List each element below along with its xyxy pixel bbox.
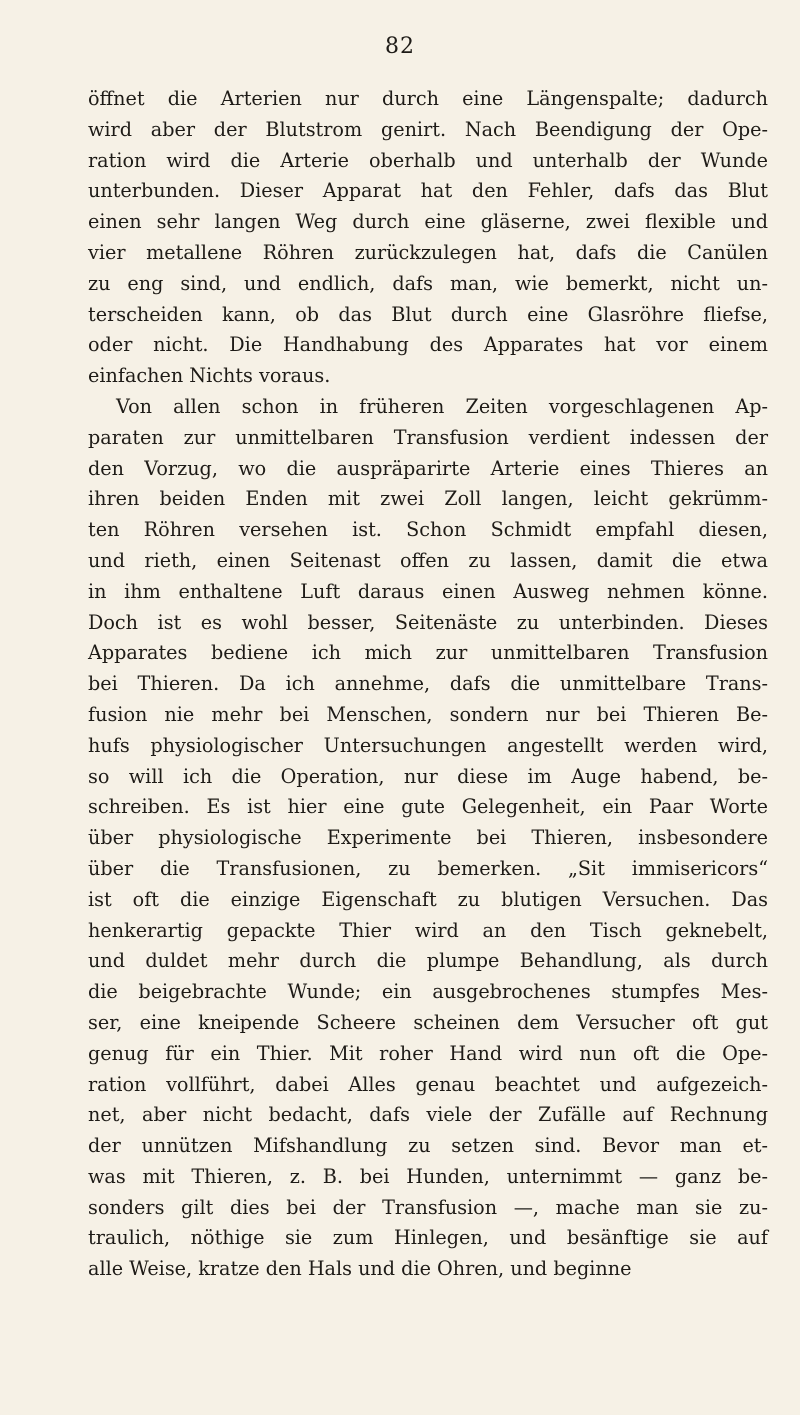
paragraph-2 [88, 392, 768, 1285]
text-line: sonders gilt dies bei der Transfusion —, mache man sie zu- [88, 1195, 768, 1219]
text-line: Doch ist es wohl besser, Seitenäste zu unterbinden. Dieses [88, 610, 768, 634]
text-line: ration vollführt, dabei Alles genau beachtet und aufgezeich- [88, 1072, 768, 1096]
text-line: den Vorzug, wo die auspräparirte Arterie eines Thieres an [88, 456, 768, 480]
text-line: fusion nie mehr bei Menschen, sondern nur bei Thieren Be- [88, 702, 768, 726]
text-line: und duldet mehr durch die plumpe Behandlung, als durch [88, 949, 768, 973]
text-line: oder nicht. Die Handhabung des Apparates hat vor einem [88, 333, 768, 357]
text-line: unterbunden. Dieser Apparat hat den Fehler, dafs das Blut [88, 179, 768, 203]
text-line: einfachen Nichts voraus. [88, 364, 331, 388]
text-line: was mit Thieren, z. B. bei Hunden, unternimmt — ganz be- [88, 1164, 768, 1188]
text-line: ten Röhren versehen ist. Schon Schmidt empfahl diesen, [88, 518, 768, 542]
text-line: und rieth, einen Seitenast offen zu lassen, damit die etwa [88, 548, 768, 572]
text-line: wird aber der Blutstrom genirt. Nach Beendigung der Ope- [88, 117, 768, 141]
text-line: ihren beiden Enden mit zwei Zoll langen, leicht gekrümm- [88, 487, 768, 511]
text-line: genug für ein Thier. Mit roher Hand wird nun oft die Ope- [88, 1041, 768, 1065]
body-text [88, 84, 768, 1285]
text-line: zu eng sind, und endlich, dafs man, wie bemerkt, nicht un- [88, 271, 768, 295]
text-line: öffnet die Arterien nur durch eine Längenspalte; dadurch [88, 87, 768, 110]
text-line: der unnützen Mifshandlung zu setzen sind. Bevor man et- [88, 1134, 768, 1158]
text-line: in ihm enthaltene Luft daraus einen Ausweg nehmen könne. [88, 579, 768, 603]
text-line: net, aber nicht bedacht, dafs viele der Zufälle auf Rechnung [88, 1103, 768, 1127]
text-line: so will ich die Operation, nur diese im Auge habend, be- [88, 764, 768, 788]
text-line: ser, eine kneipende Scheere scheinen dem Versucher oft gut [88, 1010, 768, 1034]
text-line: über physiologische Experimente bei Thieren, insbesondere [88, 826, 768, 850]
text-line: henkerartig gepackte Thier wird an den Tisch geknebelt, [88, 918, 768, 942]
text-line: schreiben. Es ist hier eine gute Gelegenheit, ein Paar Worte [88, 795, 768, 819]
text-line: terscheiden kann, ob das Blut durch eine Glasröhre fliefse, [88, 302, 768, 326]
text-line: Apparates bediene ich mich zur unmittelbaren Transfusion [88, 641, 768, 665]
text-line: traulich, nöthige sie zum Hinlegen, und besänftige sie auf [88, 1226, 768, 1250]
text-line: einen sehr langen Weg durch eine gläserne, zwei flexible und [88, 210, 768, 234]
paragraph-1 [88, 84, 768, 392]
text-line: alle Weise, kratze den Hals und die Ohren, und beginne [88, 1257, 632, 1281]
text-line: hufs physiologischer Untersuchungen angestellt werden wird, [88, 733, 768, 757]
page-number: 82 [385, 34, 415, 59]
text-line: die beigebrachte Wunde; ein ausgebrochenes stumpfes Mes- [88, 980, 768, 1004]
text-line: bei Thieren. Da ich annehme, dafs die unmittelbare Trans- [88, 672, 768, 696]
text-line: Von allen schon in früheren Zeiten vorgeschlagenen Ap- [116, 394, 768, 418]
text-line: ist oft die einzige Eigenschaft zu blutigen Versuchen. Das [88, 887, 768, 911]
text-line: über die Transfusionen, zu bemerken. „Sit immisericors“ [88, 856, 768, 880]
text-line: paraten zur unmittelbaren Transfusion verdient indessen der [88, 425, 768, 449]
text-line: ration wird die Arterie oberhalb und unterhalb der Wunde [88, 148, 768, 172]
text-line: vier metallene Röhren zurückzulegen hat, dafs die Canülen [88, 240, 768, 264]
